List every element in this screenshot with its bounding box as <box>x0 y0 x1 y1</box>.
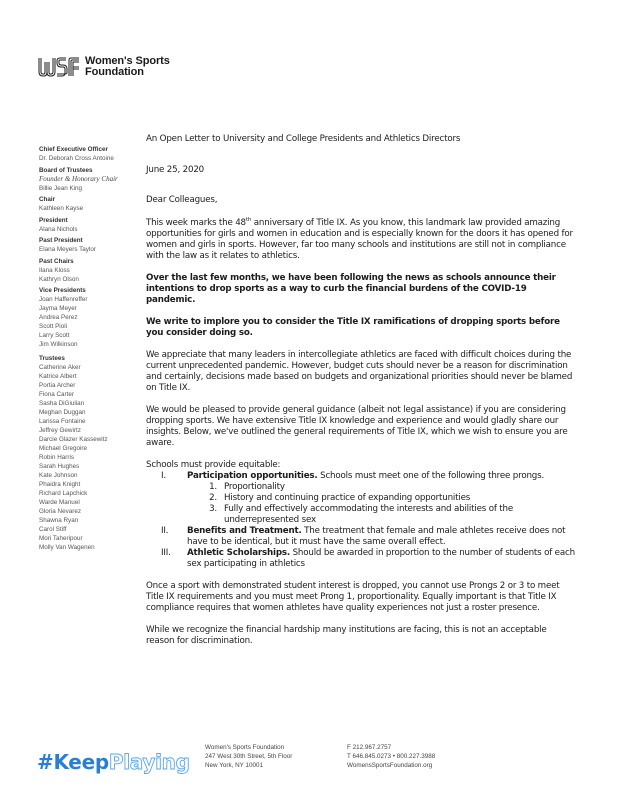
sidebar-name: Scott Pioli <box>39 323 67 330</box>
sidebar-name: Dr. Deborah Cross Antoine <box>39 155 114 162</box>
footer-fax: F 212.967.2757 <box>347 744 392 751</box>
sidebar-group-title: Past President <box>39 237 83 244</box>
sidebar-name: Michael Gregoire <box>39 445 87 452</box>
footer-website[interactable]: WomensSportsFoundation.org <box>347 762 433 769</box>
sidebar-name: Jeffrey Gewirtz <box>39 427 81 434</box>
sidebar-name: Darcie Glazer Kassewitz <box>39 436 108 443</box>
prong-text: History and continuing practice of expanding opportunities <box>224 493 471 503</box>
requirement-item <box>146 526 576 548</box>
letter-salutation: Dear Colleagues, <box>146 195 218 205</box>
sidebar-name: Joan Haffenreffer <box>39 296 88 303</box>
requirement-title: Benefits and Treatment. <box>187 526 302 536</box>
paragraph-intro-text-a: This week marks the 48 <box>146 218 246 228</box>
sidebar-name: Larissa Fontaine <box>39 418 86 425</box>
paragraph-closing: While we recognize the financial hardship many institutions are facing, this is not an acceptable reason for discrimination. <box>146 625 547 646</box>
sidebar-group-title: Chief Executive Officer <box>39 146 108 153</box>
prong-number: 3. <box>209 504 217 514</box>
prong-number: 2. <box>209 493 217 503</box>
requirement-number: I. <box>161 471 166 481</box>
sidebar-name: Kate Johnson <box>39 472 78 479</box>
sidebar-name: Sarah Hughes <box>39 463 80 470</box>
footer-address-city: New York, NY 10001 <box>205 762 263 769</box>
footer-address <box>205 743 292 770</box>
requirement-number: III. <box>161 548 171 558</box>
sidebar-name: Fiona Carter <box>39 391 74 398</box>
wsf-logo-mark-icon <box>38 57 80 77</box>
ordinal-suffix: th <box>245 217 252 224</box>
sidebar-name: Mori Taheripour <box>39 535 83 542</box>
sidebar-name: Katrice Albert <box>39 373 77 380</box>
requirement-text: The treatment that female and male athletes receive does not have to be identical, but it must have the same overall effect. <box>187 526 566 547</box>
prong-number: 1. <box>209 482 217 492</box>
sidebar-name: Shawna Ryan <box>39 517 79 524</box>
sidebar-name: Elana Meyers Taylor <box>39 246 96 253</box>
sidebar-group-title: President <box>39 216 68 224</box>
hashtag-outline-part: Playing <box>108 750 190 774</box>
sidebar-name: Molly Van Wagenen <box>39 544 95 551</box>
sidebar-group-president <box>39 216 144 234</box>
paragraph-implore: We write to implore you to consider the Title IX ramifications of dropping sports before you consider doing so. <box>146 317 560 338</box>
wsf-logo <box>38 56 170 78</box>
requirement-item <box>146 471 576 526</box>
footer-contact <box>347 743 435 770</box>
paragraph-appreciate: We appreciate that many leaders in intercollegiate athletics are faced with difficult choices during the current unprecedented pandemic. However, budget cuts should never be a reason for discrimination and certainly, decisions made based on budgets and organizational priorities should never be blamed on Title IX. <box>146 350 573 393</box>
requirements-list <box>146 471 576 570</box>
sidebar-name: Carol Stiff <box>39 526 67 533</box>
sidebar-name: Billie Jean King <box>39 184 83 192</box>
sidebar-name: Jayma Meyer <box>39 305 77 312</box>
requirement-title: Athletic Scholarships. <box>187 548 290 558</box>
letter-date: June 25, 2020 <box>146 165 205 175</box>
keep-playing-hashtag <box>37 750 190 774</box>
sidebar-group-title: Past Chairs <box>39 257 74 265</box>
sidebar-name: Ilana Kloss <box>39 266 70 274</box>
prong-text: Fully and effectively accommodating the interests and abilities of the underrepresented sex <box>224 504 514 525</box>
prong-item <box>187 504 576 526</box>
footer-address-org: Women's Sports Foundation <box>205 744 285 751</box>
sidebar-name: Phaidra Knight <box>39 481 81 488</box>
paragraph-intro <box>146 218 576 262</box>
board-sidebar <box>39 145 144 555</box>
sidebar-group-ceo <box>39 145 144 163</box>
requirement-item <box>146 548 576 570</box>
org-name-line2: Foundation <box>85 66 144 78</box>
prong-item <box>187 493 576 504</box>
sidebar-name: Catherine Aker <box>39 364 81 371</box>
org-name-line1: Women's Sports <box>85 55 170 67</box>
sidebar-group-title: Trustees <box>39 355 65 362</box>
letter-heading: An Open Letter to University and College Presidents and Athletics Directors <box>146 134 461 144</box>
sidebar-group-past-chairs <box>39 257 144 284</box>
sidebar-group-title: Chair <box>39 196 56 203</box>
footer-phone: T 646.845.0273 • 800.227.3988 <box>347 753 436 760</box>
sidebar-name: Alana Nichols <box>39 225 78 233</box>
requirement-text: Schools must meet one of the following three prongs. <box>317 471 545 481</box>
sidebar-name: Kathleen Kayse <box>39 205 84 212</box>
paragraph-guidance: We would be pleased to provide general guidance (albeit not legal assistance) if you are considering dropping sports. We have extensive Title IX knowledge and experience and would gladly share our insights. Below, we've outlined the general requirements of Title IX, which we wish to ensure you are aware. <box>146 405 568 448</box>
prongs-list <box>187 482 576 526</box>
prong-text: Proportionality <box>224 482 285 492</box>
sidebar-name: Jim Wilkinson <box>39 341 78 348</box>
sidebar-name: Kathryn Olson <box>39 275 79 283</box>
sidebar-name: Andrea Perez <box>39 314 78 321</box>
sidebar-name: Larry Scott <box>39 332 70 339</box>
org-name <box>85 56 170 78</box>
sidebar-name: Richard Lapchick <box>39 490 88 497</box>
paragraph-prongs: Once a sport with demonstrated student interest is dropped, you cannot use Prongs 2 or 3 to meet Title IX requirements and you must meet Prong 1, proportionality. Equally important is that Title IX compliance requires that women athletes have quality experiences not just a roster presence. <box>146 581 560 613</box>
sidebar-group-subtitle: Founder & Honorary Chair <box>39 174 118 183</box>
sidebar-name: Portia Archer <box>39 382 76 389</box>
requirements-intro: Schools must provide equitable: <box>146 460 281 470</box>
requirement-title: Participation opportunities. <box>187 471 318 481</box>
letter-body <box>146 134 576 658</box>
requirement-text: Should be awarded in proportion to the number of students of each sex participating in athletics <box>187 548 575 569</box>
footer-address-street: 247 West 30th Street, 5th Floor <box>205 753 293 760</box>
prong-item <box>187 482 576 493</box>
sidebar-group-past-president <box>39 236 144 254</box>
sidebar-group-vice-presidents <box>39 286 144 349</box>
sidebar-name: Sasha DiGiulian <box>39 400 85 407</box>
sidebar-group-title: Board of Trustees <box>39 166 93 174</box>
sidebar-name: Robin Harris <box>39 454 74 461</box>
sidebar-name: Meghan Duggan <box>39 409 86 416</box>
sidebar-group-title: Vice Presidents <box>39 287 86 294</box>
paragraph-news: Over the last few months, we have been following the news as schools announce their intentions to drop sports as a way to curb the financial burdens of the COVID-19 pandemic. <box>146 273 556 305</box>
sidebar-group-trustees <box>39 354 144 552</box>
paragraph-intro-text-b: anniversary of Title IX. As you know, this landmark law provided amazing opportunities for girls and women in education and is especially known for the doors it has opened for women and girls in sports. However, far too many schools and institutions are still not in compliance with the law as it relates to athletics. <box>146 218 573 261</box>
sidebar-group-chair <box>39 195 144 213</box>
sidebar-name: Warde Manuel <box>39 499 80 506</box>
requirement-number: II. <box>161 526 169 536</box>
sidebar-name: Gloria Nevarez <box>39 508 81 515</box>
hashtag-solid-part: #Keep <box>37 750 109 774</box>
sidebar-group-board <box>39 166 144 193</box>
